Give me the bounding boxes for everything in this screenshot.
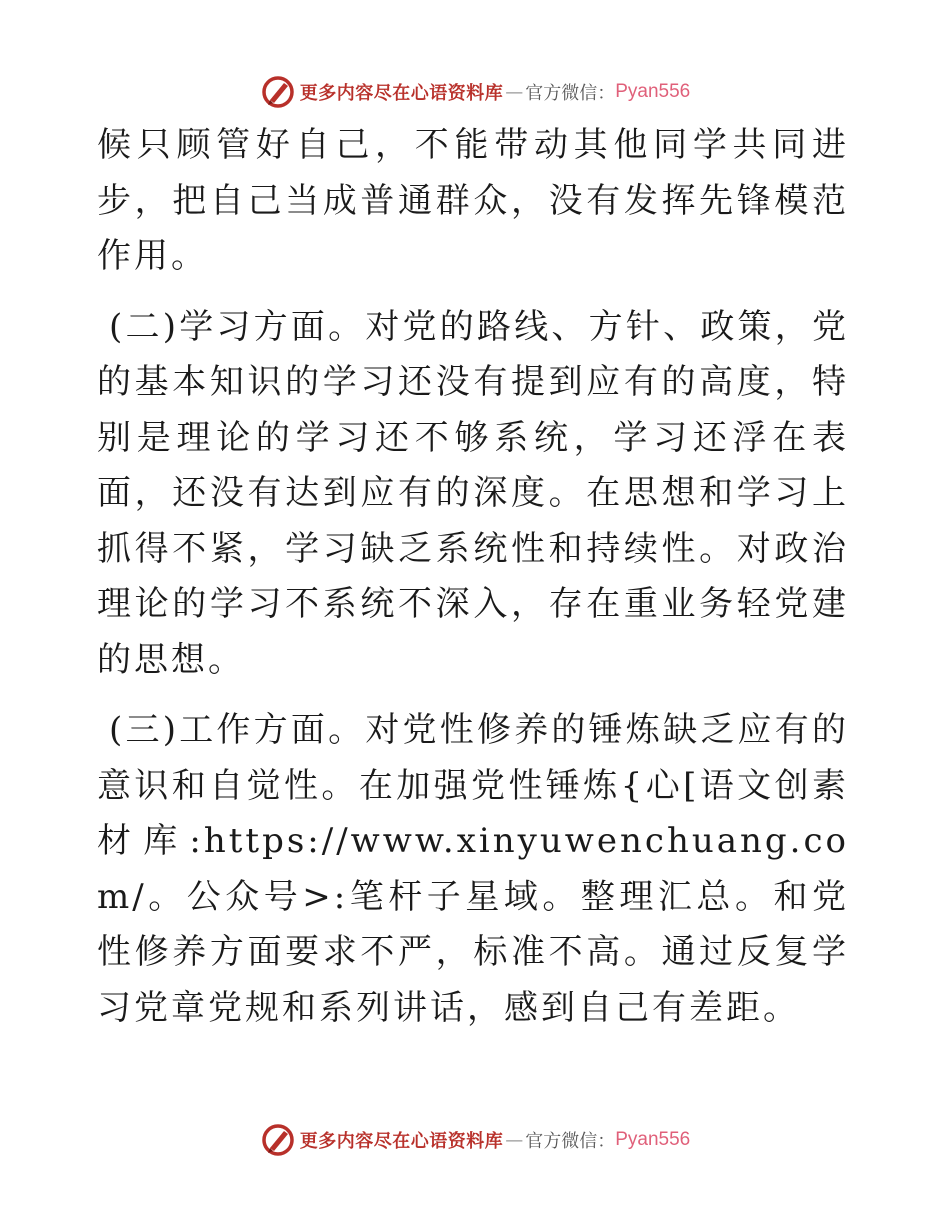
footer-wechat-label: 官方微信： (525, 1131, 616, 1152)
body-paragraph-work: (三)工作方面。对党性修养的锤炼缺乏应有的意识和自觉性。在加强党性锤炼{心[语文创素材库:https://www.xinyuwenchuang.com/。公众号>:笔杆子星域。整理汇总。和党性修养方面要求不严，标准不高。通过反复学习党章党规和系列讲话，感到自己有差距。 (97, 710, 849, 1028)
page-footer-banner (0, 1120, 950, 1160)
pen-logo-icon (260, 1122, 296, 1158)
body-paragraph-1: 候只顾管好自己，不能带动其他同学共同进步，把自己当成普通群众，没有发挥先锋模范作用。 (97, 125, 849, 276)
pen-logo-icon (260, 74, 296, 110)
footer-wechat-id: Pyan556 (615, 1129, 691, 1150)
header-wechat-label: 官方微信： (525, 83, 616, 104)
header-wechat-id: Pyan556 (615, 81, 691, 102)
page-header-banner (0, 72, 950, 112)
footer-separator: — (505, 1129, 524, 1151)
body-paragraph-study: (二)学习方面。对党的路线、方针、政策，党的基本知识的学习还没有提到应有的高度，特别是理论的学习还不够系统，学习还浮在表面，还没有达到应有的深度。在思想和学习上抓得不紧，学习缺乏系统性和持续性。对政治理论的学习不系统不深入，存在重业务轻党建的思想。 (97, 306, 849, 680)
footer-banner-text: 更多内容尽在心语资料库 (299, 1131, 504, 1152)
header-banner-text: 更多内容尽在心语资料库 (299, 83, 504, 104)
header-separator: — (505, 81, 524, 103)
document-body (97, 118, 849, 1036)
